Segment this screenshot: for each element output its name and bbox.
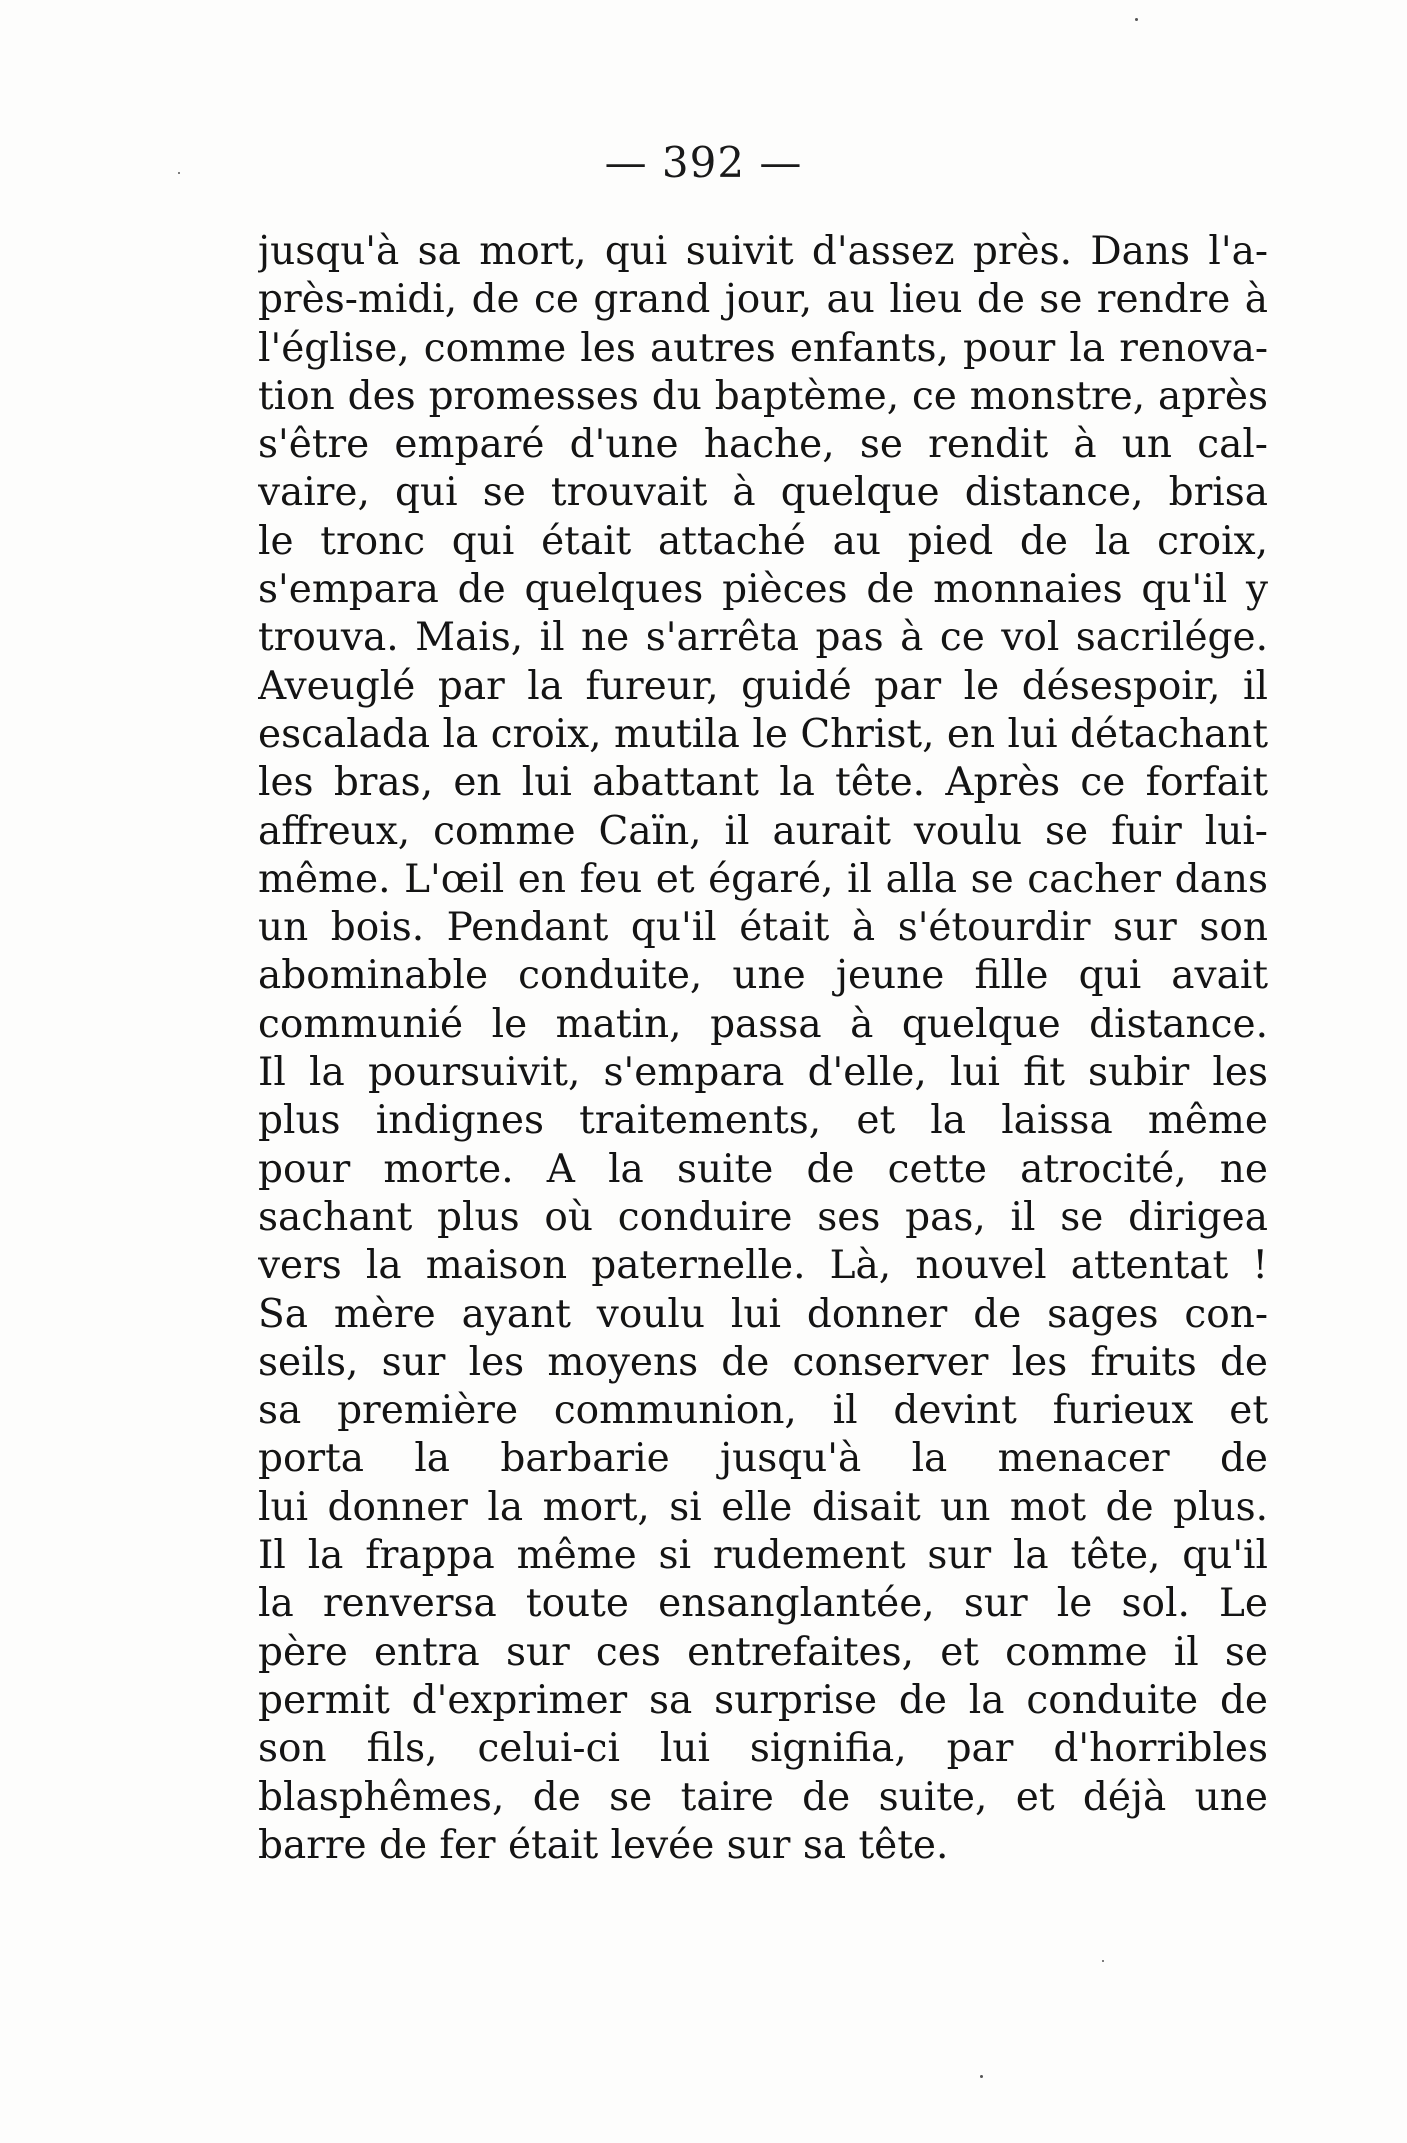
text-line: vers la maison paternelle. Là, nouvel attentat ! <box>258 1243 1268 1289</box>
text-line: près-midi, de ce grand jour, au lieu de se rendre à <box>258 277 1268 323</box>
page-number: — 392 — <box>604 138 803 187</box>
text-line: Il la frappa même si rudement sur la tête, qu'il <box>258 1533 1268 1579</box>
text-line: le tronc qui était attaché au pied de la croix, <box>258 518 1268 564</box>
text-line: permit d'exprimer sa surprise de la conduite de <box>258 1677 1268 1723</box>
print-speck <box>178 172 180 174</box>
text-line: l'église, comme les autres enfants, pour la renova- <box>258 325 1268 371</box>
text-line: vaire, qui se trouvait à quelque distance, brisa <box>258 470 1268 516</box>
text-line: la renversa toute ensanglantée, sur le sol. Le <box>258 1581 1268 1627</box>
text-line: Il la poursuivit, s'empara d'elle, lui fit subir les <box>258 1050 1268 1096</box>
text-line: escalada la croix, mutila le Christ, en lui détachant <box>258 711 1268 757</box>
text-line: communié le matin, passa à quelque distance. <box>258 1001 1268 1047</box>
text-line: son fils, celui-ci lui signifia, par d'horribles <box>258 1726 1268 1772</box>
text-line: jusqu'à sa mort, qui suivit d'assez près. Dans l'a- <box>258 229 1268 274</box>
text-line: lui donner la mort, si elle disait un mot de plus. <box>258 1484 1268 1530</box>
text-line: pour morte. A la suite de cette atrocité, ne <box>258 1146 1268 1192</box>
body-text <box>258 228 1268 1870</box>
text-line: trouva. Mais, il ne s'arrêta pas à ce vol sacrilége. <box>258 615 1268 661</box>
text-line: sachant plus où conduire ses pas, il se dirigea <box>258 1194 1268 1240</box>
text-line: s'empara de quelques pièces de monnaies qu'il y <box>258 567 1268 613</box>
text-line: tion des promesses du baptème, ce monstre, après <box>258 373 1268 419</box>
text-line: un bois. Pendant qu'il était à s'étourdir sur son <box>258 905 1268 951</box>
text-line: même. L'œil en feu et égaré, il alla se cacher dans <box>258 856 1268 902</box>
print-speck <box>980 2075 983 2078</box>
text-line: sa première communion, il devint furieux et <box>258 1388 1268 1434</box>
text-line: barre de fer était levée sur sa tête. <box>258 1822 949 1868</box>
text-line: abominable conduite, une jeune fille qui avait <box>258 953 1268 999</box>
print-speck <box>1135 18 1138 21</box>
text-line: seils, sur les moyens de conserver les fruits de <box>258 1339 1268 1385</box>
print-speck <box>1102 1960 1104 1962</box>
text-line: Aveuglé par la fureur, guidé par le désespoir, il <box>258 663 1268 709</box>
text-line: porta la barbarie jusqu'à la menacer de <box>258 1436 1268 1482</box>
text-line: affreux, comme Caïn, il aurait voulu se fuir lui- <box>258 808 1268 854</box>
text-line: Sa mère ayant voulu lui donner de sages con- <box>258 1291 1268 1337</box>
text-line: père entra sur ces entrefaites, et comme il se <box>258 1629 1268 1675</box>
text-line: blasphêmes, de se taire de suite, et déjà une <box>258 1774 1268 1820</box>
text-line: plus indignes traitements, et la laissa même <box>258 1098 1268 1144</box>
text-line: s'être emparé d'une hache, se rendit à un cal- <box>258 422 1268 468</box>
text-line: les bras, en lui abattant la tête. Après ce forfait <box>258 760 1268 806</box>
